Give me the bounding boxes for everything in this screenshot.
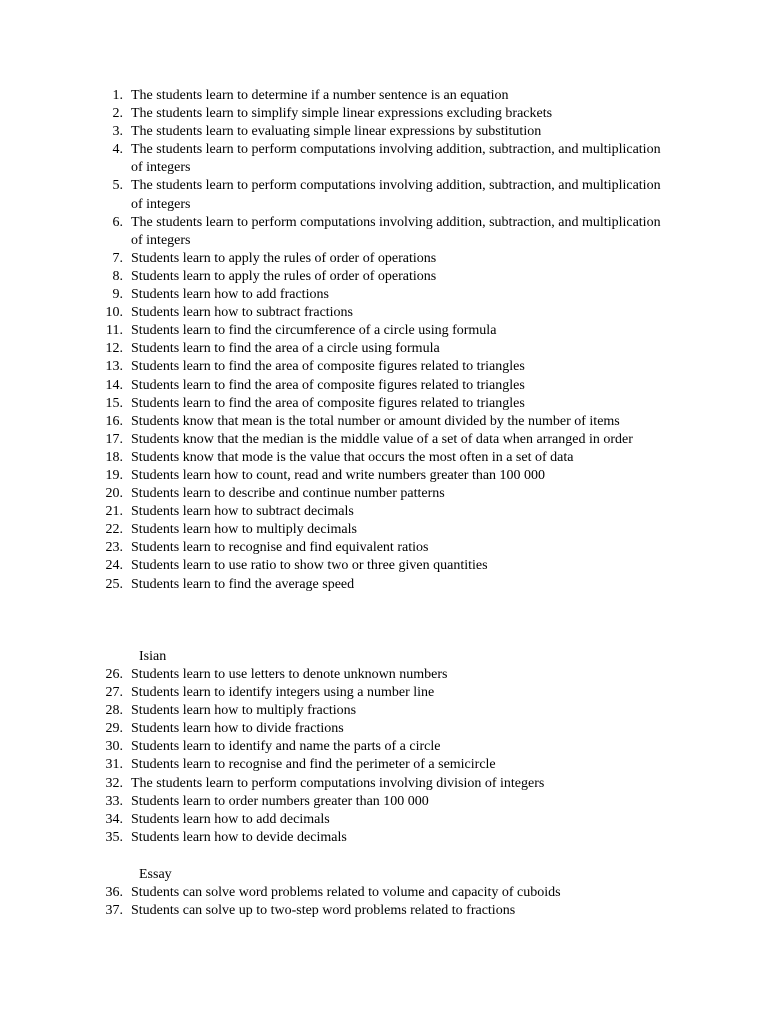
item-text: Students learn how to multiply decimals (131, 522, 357, 538)
list-item (0, 431, 768, 449)
list-item (0, 720, 768, 738)
item-number: 36. (105, 885, 123, 900)
item-number: 11. (106, 323, 123, 339)
item-text: Students learn how to add fractions (131, 287, 329, 303)
item-number: 24. (105, 558, 123, 574)
objectives-list-essay (0, 884, 768, 920)
item-number: 22. (105, 522, 123, 538)
item-text: Students learn to find the area of composite figures related to triangles (131, 395, 525, 411)
list-item (0, 105, 768, 123)
list-item (0, 756, 768, 774)
item-text: Students can solve word problems related to volume and capacity of cuboids (131, 885, 561, 900)
item-text: Students learn to identify integers using a number line (131, 685, 435, 701)
item-text: Students know that mode is the value that occurs the most often in a set of data (131, 449, 574, 465)
item-number: 8. (112, 268, 123, 284)
section-heading-isian: Isian (139, 649, 167, 664)
list-item (0, 503, 768, 521)
item-number: 23. (105, 540, 123, 556)
list-item (0, 684, 768, 702)
item-text: Students learn to identify and name the parts of a circle (131, 739, 441, 755)
list-item (0, 539, 768, 557)
item-text: The students learn to determine if a number sentence is an equation (131, 88, 509, 103)
item-text: The students learn to perform computations involving addition, subtraction, and multiplication of integers (131, 142, 661, 176)
list-item (0, 449, 768, 467)
item-number: 6. (112, 214, 123, 230)
item-text: Students learn how to divide fractions (131, 721, 344, 737)
item-number: 26. (105, 667, 123, 682)
item-text: The students learn to perform computations involving addition, subtraction, and multiplication of integers (131, 178, 661, 212)
item-number: 4. (112, 142, 123, 158)
item-number: 7. (112, 250, 123, 266)
item-text: The students learn to perform computations involving division of integers (131, 775, 545, 791)
list-item (0, 702, 768, 720)
item-number: 12. (105, 341, 123, 357)
objectives-list-main (0, 87, 768, 594)
item-text: Students learn to find the circumference of a circle using formula (131, 323, 497, 339)
list-item (0, 557, 768, 575)
list-item (0, 395, 768, 413)
list-item (0, 413, 768, 431)
list-item (0, 123, 768, 141)
item-text: Students learn how to count, read and write numbers greater than 100 000 (131, 467, 546, 483)
list-item (0, 322, 768, 340)
item-text: Students learn to find the area of composite figures related to triangles (131, 359, 525, 375)
list-item (0, 811, 768, 829)
item-number: 16. (105, 413, 123, 429)
item-text: Students learn to find the area of a circle using formula (131, 341, 440, 357)
list-item (0, 177, 768, 213)
item-text: Students learn how to add decimals (131, 811, 330, 827)
item-text: Students know that mean is the total number or amount divided by the number of items (131, 413, 620, 429)
list-item (0, 304, 768, 322)
list-item (0, 340, 768, 358)
list-item (0, 521, 768, 539)
item-number: 28. (105, 703, 123, 719)
item-number: 3. (112, 124, 123, 140)
item-number: 37. (105, 903, 123, 919)
item-number: 15. (105, 395, 123, 411)
list-item (0, 666, 768, 684)
list-item (0, 829, 768, 847)
item-text: Students learn to find the area of composite figures related to triangles (131, 377, 525, 393)
list-item (0, 286, 768, 304)
item-number: 13. (105, 359, 123, 375)
item-number: 1. (112, 88, 123, 103)
item-number: 34. (105, 811, 123, 827)
item-text: Students learn how to multiply fractions (131, 703, 357, 719)
item-text: Students know that the median is the middle value of a set of data when arranged in order (131, 431, 633, 447)
objectives-list-isian (0, 666, 768, 847)
item-number: 29. (105, 721, 123, 737)
item-text: Students learn to recognise and find equivalent ratios (131, 540, 429, 556)
item-number: 21. (105, 504, 123, 520)
list-item (0, 775, 768, 793)
list-item (0, 214, 768, 250)
list-item (0, 793, 768, 811)
list-item (0, 738, 768, 756)
item-number: 20. (105, 486, 123, 502)
item-text: Students learn to apply the rules of order of operations (131, 268, 437, 284)
item-text: Students learn to use ratio to show two or three given quantities (131, 558, 488, 574)
item-text: The students learn to perform computations involving addition, subtraction, and multiplication of integers (131, 214, 661, 248)
item-text: Students learn to apply the rules of order of operations (131, 250, 437, 266)
item-number: 35. (105, 829, 123, 845)
item-text: Students can solve up to two-step word problems related to fractions (131, 903, 516, 919)
item-text: Students learn to find the average speed (131, 576, 355, 592)
item-text: The students learn to simplify simple linear expressions excluding brackets (131, 106, 553, 122)
item-number: 27. (105, 685, 123, 701)
item-text: Students learn how to subtract decimals (131, 504, 354, 520)
list-item (0, 884, 768, 902)
list-item (0, 250, 768, 268)
list-item (0, 358, 768, 376)
list-item (0, 902, 768, 920)
item-number: 17. (105, 431, 123, 447)
list-item (0, 87, 768, 105)
list-item (0, 467, 768, 485)
item-number: 14. (105, 377, 123, 393)
list-item (0, 268, 768, 286)
list-item (0, 141, 768, 177)
item-number: 18. (105, 449, 123, 465)
item-text: The students learn to evaluating simple linear expressions by substitution (131, 124, 542, 140)
item-number: 10. (105, 305, 123, 321)
item-number: 25. (105, 576, 123, 592)
item-text: Students learn how to subtract fractions (131, 305, 354, 321)
item-number: 31. (105, 757, 123, 773)
list-item (0, 485, 768, 503)
item-text: Students learn to recognise and find the perimeter of a semicircle (131, 757, 496, 773)
item-number: 30. (105, 739, 123, 755)
item-text: Students learn how to devide decimals (131, 829, 347, 845)
item-number: 19. (105, 467, 123, 483)
item-text: Students learn to describe and continue number patterns (131, 486, 445, 502)
item-number: 9. (112, 287, 123, 303)
item-number: 2. (112, 106, 123, 122)
item-text: Students learn to use letters to denote unknown numbers (131, 667, 448, 682)
list-item (0, 576, 768, 594)
item-number: 33. (105, 793, 123, 809)
list-item (0, 377, 768, 395)
section-heading-essay: Essay (139, 867, 172, 882)
item-number: 32. (105, 775, 123, 791)
item-text: Students learn to order numbers greater than 100 000 (131, 793, 429, 809)
item-number: 5. (112, 178, 123, 194)
